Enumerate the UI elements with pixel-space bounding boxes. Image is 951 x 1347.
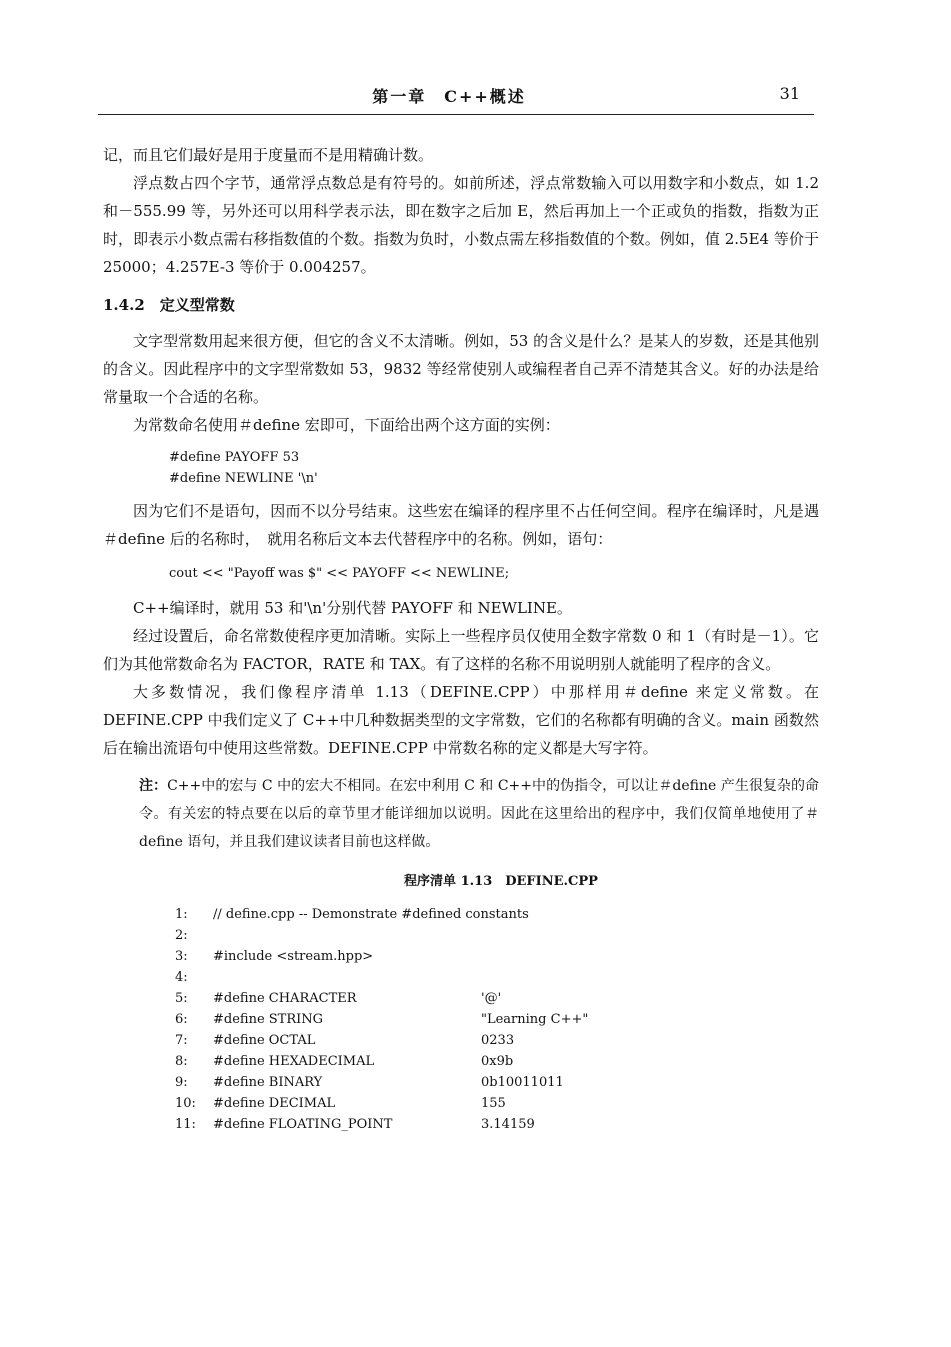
running-header [98, 84, 800, 108]
code-line: #define PAYOFF 53 [169, 450, 300, 465]
note-label: 注： [139, 778, 168, 794]
code-line: cout << "Payoff was $" << PAYOFF << NEWLINE; [169, 566, 510, 581]
paragraph-compile-replace: C++编译时，就用 53 和'\n'分别代替 PAYOFF 和 NEWLINE。 [133, 599, 572, 617]
line-value: 0b10011011 [481, 1075, 564, 1090]
line-value: '@' [481, 991, 502, 1006]
listing-line [175, 967, 819, 988]
code-example-defines [169, 447, 819, 489]
code-example-cout [169, 563, 819, 584]
line-value: 0233 [481, 1033, 515, 1048]
listing-line [175, 946, 819, 967]
listing-title: 程序清单 1.13 DEFINE.CPP [404, 874, 598, 889]
paragraph-listing-intro: 大多数情况，我们像程序清单 1.13（DEFINE.CPP）中那样用＃define 来定义常数。在 DEFINE.CPP 中我们定义了 C++中几种数据类型的文字常数，它们的名称都有明确的含义。main 函数然后在输出流语句中使用这些常数。DEFINE.CPP 中常数名称的定义都是大写字符。 [103, 683, 819, 757]
paragraph-continued: 记，而且它们最好是用于度量而不是用精确计数。 [103, 146, 434, 164]
line-number: 8: [175, 1054, 188, 1069]
header-rule [98, 114, 814, 115]
line-number: 9: [175, 1075, 188, 1090]
listing-line [175, 1051, 819, 1072]
code-line: #define NEWLINE '\n' [169, 471, 318, 486]
section-heading: 1.4.2 定义型常数 [103, 296, 235, 314]
listing-line [175, 1030, 819, 1051]
line-code: #define FLOATING_POINT [213, 1117, 393, 1132]
line-code [213, 967, 481, 988]
page-number: 31 [779, 84, 800, 103]
paragraph-float-constants: 浮点数占四个字节，通常浮点数总是有符号的。如前所述，浮点常数输入可以用数字和小数点，如 1.2 和－555.99 等，另外还可以用科学表示法，即在数字之后加 E，然后再加上一个正或负的指数，指数为正时，即表示小数点需右移指数值的个数。指数为负时，小数点需左移指数值的个数。例如，值 2.5E4 等价于 25000；4.257E-3 等价于 0.004257。 [103, 174, 819, 276]
line-value: 3.14159 [481, 1117, 535, 1132]
listing-line [175, 925, 819, 946]
line-number: 7: [175, 1033, 188, 1048]
line-number: 10: [175, 1096, 196, 1111]
line-code: #define DECIMAL [213, 1096, 336, 1111]
line-number: 6: [175, 1012, 188, 1027]
line-value: "Learning C++" [481, 1012, 589, 1027]
listing-line [175, 1093, 819, 1114]
code-listing [175, 904, 819, 1135]
line-code: #define BINARY [213, 1075, 323, 1090]
paragraph-literal-constants: 文字型常数用起来很方便，但它的含义不太清晰。例如，53 的含义是什么？是某人的岁数，还是其他别的含义。因此程序中的文字型常数如 53，9832 等经常使别人或编程者自己弄不清楚其含义。好的办法是给常量取一个合适的名称。 [103, 332, 819, 406]
listing-line [175, 1072, 819, 1093]
line-code: #define CHARACTER [213, 991, 357, 1006]
line-number: 1: [175, 907, 188, 922]
paragraph-define-intro: 为常数命名使用＃define 宏即可，下面给出两个这方面的实例： [133, 416, 560, 434]
line-number: 5: [175, 991, 188, 1006]
line-code: #include <stream.hpp> [213, 949, 374, 964]
line-number: 3: [175, 949, 188, 964]
line-code: // define.cpp -- Demonstrate #defined constants [213, 907, 529, 922]
chapter-title: 第一章 C++概述 [372, 87, 526, 106]
line-number: 11: [175, 1117, 196, 1132]
listing-line [175, 988, 819, 1009]
line-code: #define HEXADECIMAL [213, 1054, 375, 1069]
line-code [213, 925, 481, 946]
line-number: 2: [175, 928, 188, 943]
paragraph-named-constants: 经过设置后，命名常数使程序更加清晰。实际上一些程序员仅使用全数字常数 0 和 1（有时是－1）。它们为其他常数命名为 FACTOR，RATE 和 TAX。有了这样的名称不用说明别人就能明了程序的含义。 [103, 627, 819, 673]
listing-line [175, 1009, 819, 1030]
paragraph-define-explain: 因为它们不是语句，因而不以分号结束。这些宏在编译的程序里不占任何空间。程序在编译时，凡是遇＃define 后的名称时， 就用名称后文本去代替程序中的名称。例如，语句： [103, 502, 819, 548]
line-value: 155 [481, 1096, 506, 1111]
line-code: #define OCTAL [213, 1033, 316, 1048]
note-text: C++中的宏与 C 中的宏大不相同。在宏中利用 C 和 C++中的伪指令，可以让＃define 产生很复杂的命令。有关宏的特点要在以后的章节里才能详细加以说明。因此在这里给出的程序中，我们仅简单地使用了＃define 语句，并且我们建议读者目前也这样做。 [139, 778, 819, 850]
note-block [139, 772, 819, 856]
listing-line [175, 1114, 819, 1135]
line-code: #define STRING [213, 1012, 324, 1027]
line-value: 0x9b [481, 1054, 514, 1069]
line-number: 4: [175, 970, 188, 985]
page-body [103, 141, 819, 1135]
listing-line [175, 904, 819, 925]
